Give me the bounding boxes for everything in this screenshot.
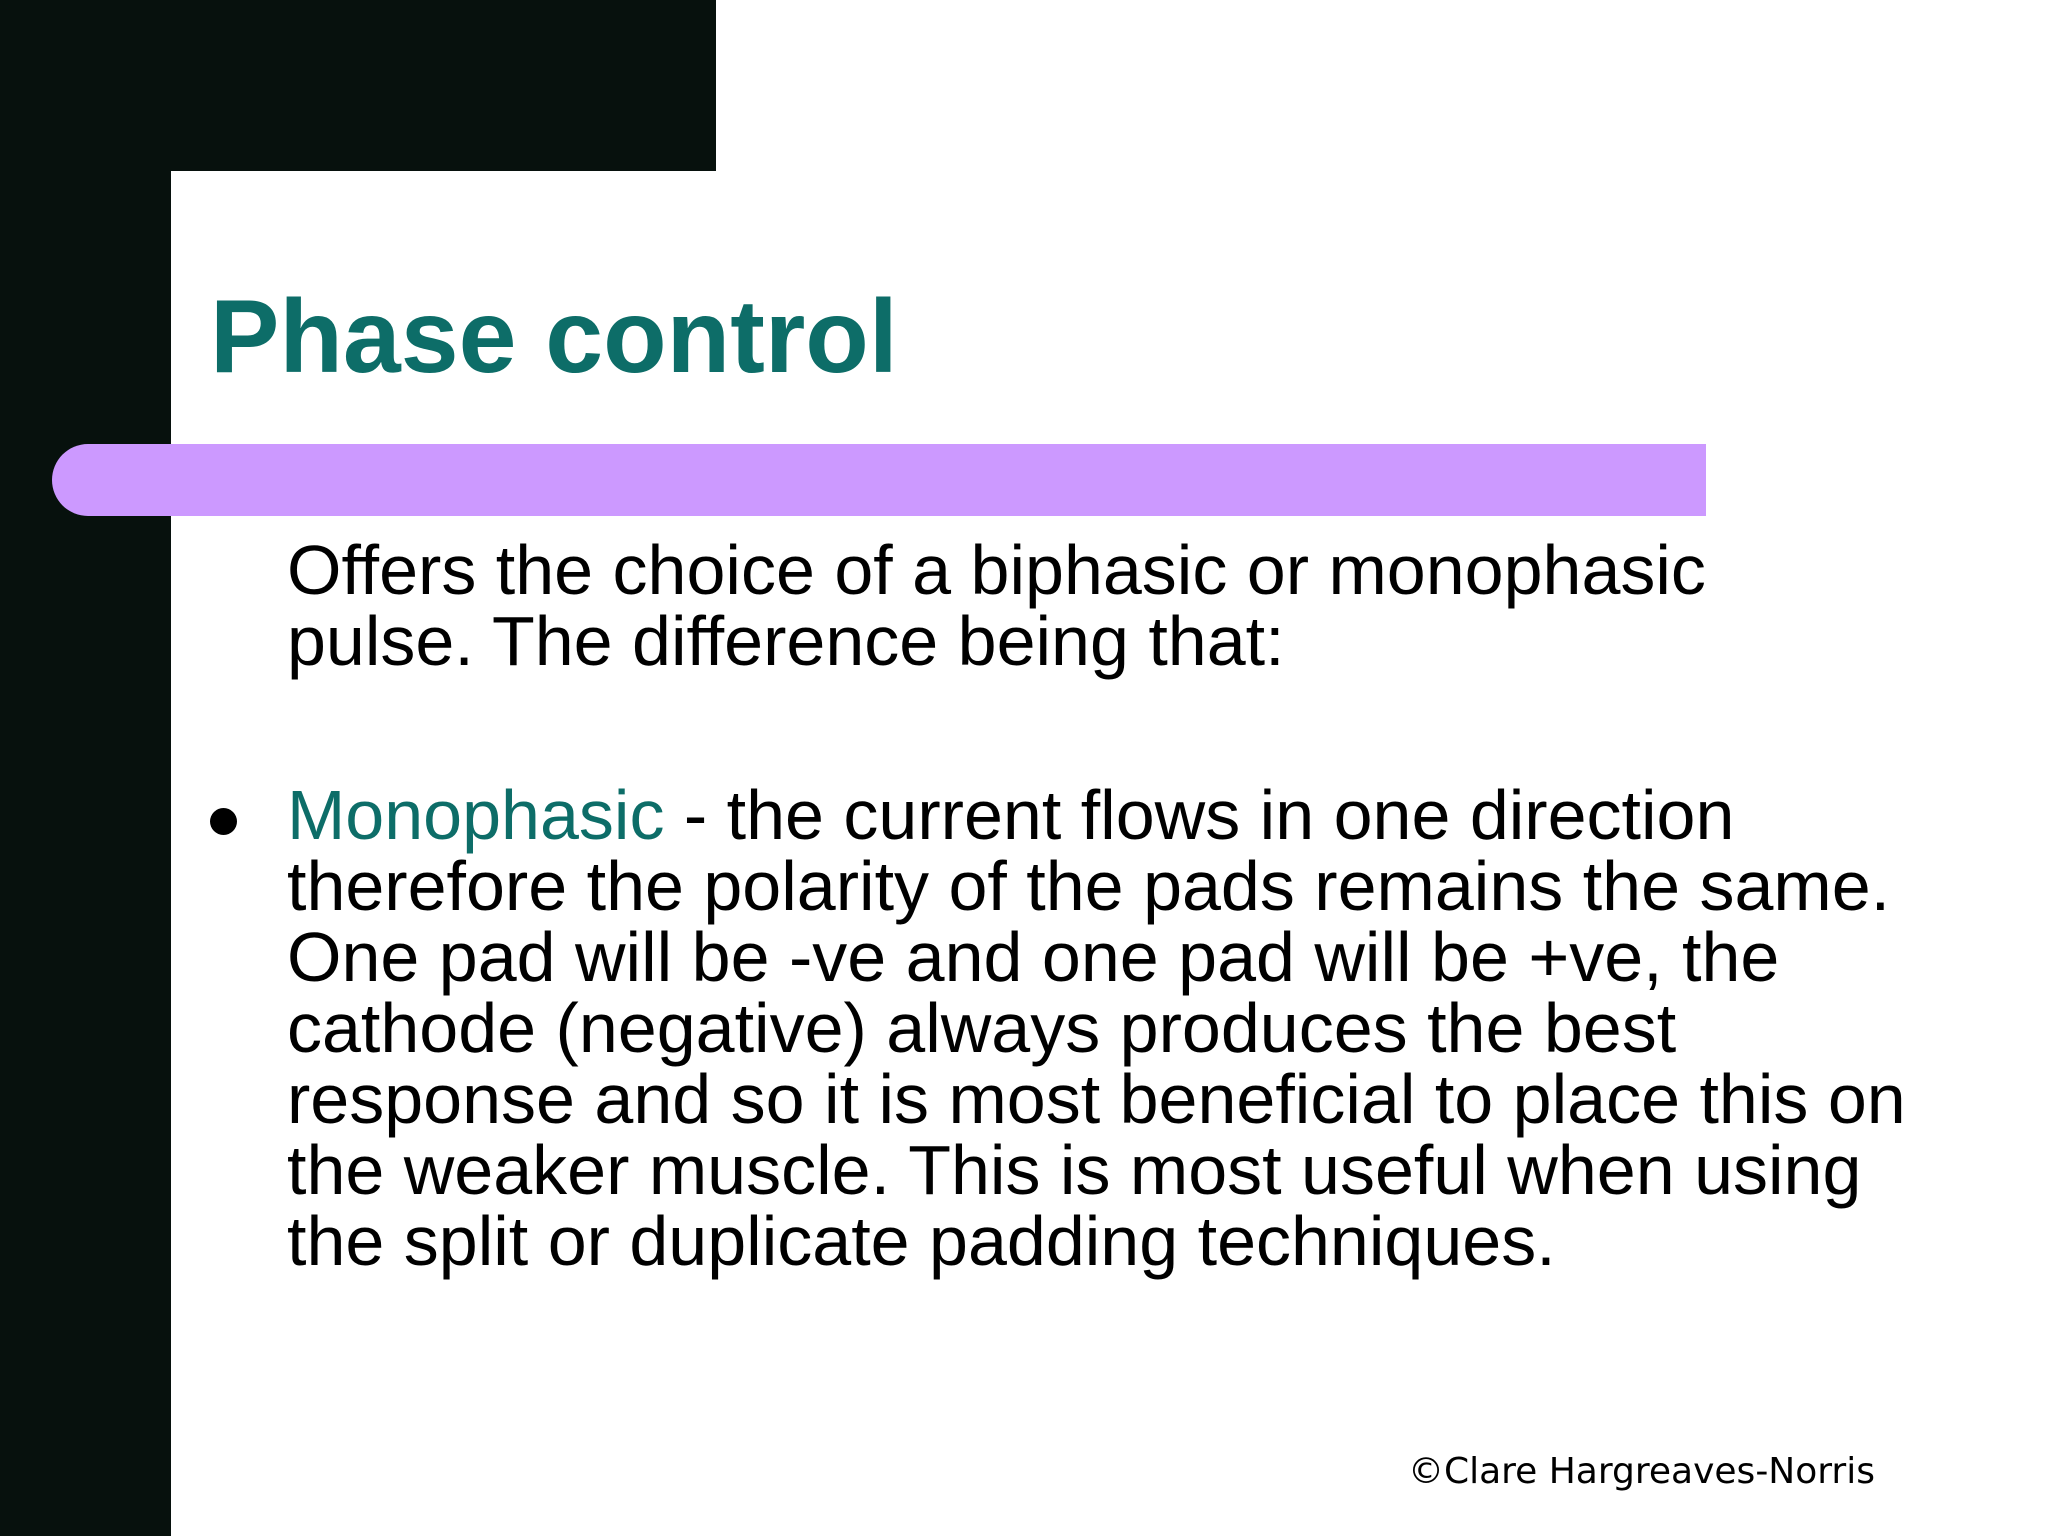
accent-bar xyxy=(52,444,1706,516)
intro-text: Offers the choice of a biphasic or monophasic pulse. The difference being that: xyxy=(287,531,1706,680)
bullet-body: - the current flows in one direction therefore the polarity of the pads remains the same. One pad will be -ve and one pad will be +ve, the cathode (negative) always produces the best response and so it is most beneficial to place this on the weaker muscle. This is most useful when using the split or duplicate padding techniques. xyxy=(287,776,1906,1280)
copyright-footer: ©Clare Hargreaves-Norris xyxy=(1407,1451,1875,1492)
slide-title: Phase control xyxy=(210,279,898,395)
dark-side-band xyxy=(0,0,171,1536)
bullet-dot-icon xyxy=(210,808,237,835)
dark-top-band xyxy=(0,0,716,171)
bullet-term: Monophasic xyxy=(287,776,665,854)
bullet-text xyxy=(287,776,1927,1280)
